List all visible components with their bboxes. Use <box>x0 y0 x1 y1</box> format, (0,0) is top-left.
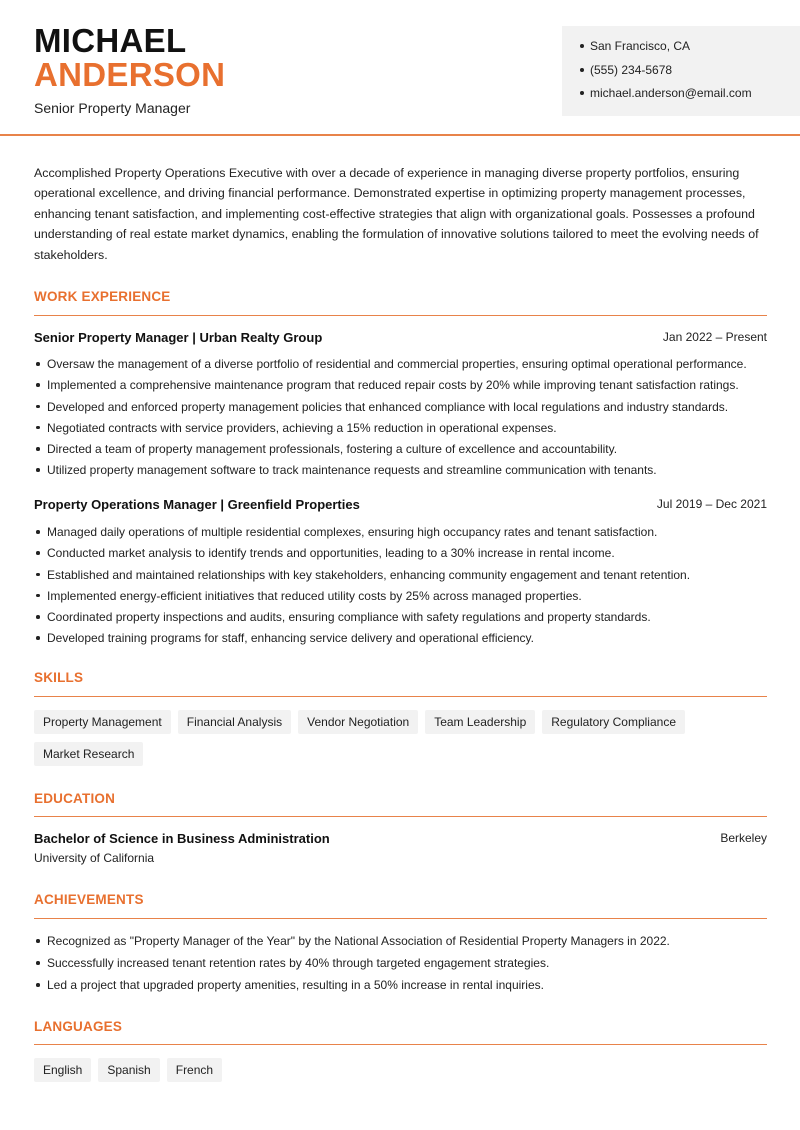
list-item: Developed training programs for staff, enhancing service delivery and operational efficiency. <box>34 630 767 651</box>
skills-list <box>34 710 769 766</box>
contact-box <box>562 26 800 116</box>
section-title-achievements: ACHIEVEMENTS <box>34 892 144 907</box>
section-title-skills: SKILLS <box>34 670 84 685</box>
list-item: Led a project that upgraded property amenities, resulting in a 50% increase in rental inquiries. <box>34 977 769 999</box>
list-item: Negotiated contracts with service providers, achieving a 15% reduction in operational expenses. <box>34 420 767 441</box>
job-role: Senior Property Manager | Urban Realty Group <box>34 330 323 345</box>
first-name: MICHAEL <box>34 22 187 59</box>
job-bullets <box>34 356 767 484</box>
section-divider <box>34 816 767 817</box>
language-chip: Spanish <box>98 1058 159 1082</box>
section-divider <box>34 1044 767 1045</box>
skill-chip: Vendor Negotiation <box>298 710 418 734</box>
list-item: Conducted market analysis to identify trends and opportunities, leading to a 30% increase in rental income. <box>34 545 767 566</box>
education-school: University of California <box>34 851 155 865</box>
section-divider <box>34 696 767 697</box>
contact-phone: (555) 234-5678 <box>580 62 800 86</box>
resume-header <box>0 0 800 136</box>
languages-list <box>34 1058 769 1082</box>
section-divider <box>34 918 767 919</box>
list-item: Implemented energy-efficient initiatives that reduced utility costs by 25% across managed properties. <box>34 588 767 609</box>
skill-chip: Market Research <box>34 742 143 766</box>
job-dates: Jan 2022 – Present <box>662 330 767 344</box>
section-divider <box>34 315 767 316</box>
education-degree: Bachelor of Science in Business Administration <box>34 831 330 846</box>
language-chip: English <box>34 1058 91 1082</box>
job-header <box>34 330 767 348</box>
contact-email[interactable]: michael.anderson@email.com <box>580 85 800 109</box>
skill-chip: Property Management <box>34 710 171 734</box>
list-item: Directed a team of property management professionals, fostering a culture of excellence and accountability. <box>34 441 767 462</box>
list-item: Recognized as "Property Manager of the Year" by the National Association of Residential Property Managers in 2022. <box>34 933 769 955</box>
education-location: Berkeley <box>720 831 767 845</box>
skill-chip: Financial Analysis <box>178 710 291 734</box>
section-title-education: EDUCATION <box>34 791 116 806</box>
list-item: Oversaw the management of a diverse portfolio of residential and commercial properties, ensuring optimal operational performance. <box>34 356 767 377</box>
section-title-languages: LANGUAGES <box>34 1019 123 1034</box>
list-item: Managed daily operations of multiple residential complexes, ensuring high occupancy rates and tenant satisfaction. <box>34 524 767 545</box>
list-item: Implemented a comprehensive maintenance program that reduced repair costs by 20% while improving tenant satisfaction ratings. <box>34 377 767 398</box>
job-bullets <box>34 524 767 652</box>
list-item: Utilized property management software to track maintenance requests and streamline communication with tenants. <box>34 462 767 483</box>
list-item: Coordinated property inspections and audits, ensuring compliance with safety regulations and property standards. <box>34 609 767 630</box>
last-name: ANDERSON <box>34 56 226 93</box>
summary-text: Accomplished Property Operations Executive with over a decade of experience in managing diverse property portfolios, ensuring operational excellence, and driving financial performance. Demonstrated expertise in optimizing property management processes, enhancing tenant satisfaction, and implementing cost-effective strategies that align with organizational goals. Possesses a profound understanding of real estate market dynamics, enabling the formulation of innovative solutions tailored to meet the evolving needs of stakeholders. <box>34 166 759 262</box>
contact-location: San Francisco, CA <box>580 38 800 62</box>
list-item: Established and maintained relationships with key stakeholders, enhancing community engagement and tenant retention. <box>34 567 767 588</box>
skill-chip: Team Leadership <box>425 710 535 734</box>
job-dates: Jul 2019 – Dec 2021 <box>656 497 767 511</box>
list-item: Developed and enforced property management policies that enhanced compliance with local regulations and industry standards. <box>34 399 767 420</box>
job-header <box>34 497 767 515</box>
job-role: Property Operations Manager | Greenfield Properties <box>34 497 360 512</box>
list-item: Successfully increased tenant retention rates by 40% through targeted engagement strategies. <box>34 955 769 977</box>
achievements-list <box>34 933 769 999</box>
section-title-work: WORK EXPERIENCE <box>34 289 171 304</box>
job-title: Senior Property Manager <box>34 100 191 116</box>
skill-chip: Regulatory Compliance <box>542 710 685 734</box>
language-chip: French <box>167 1058 222 1082</box>
